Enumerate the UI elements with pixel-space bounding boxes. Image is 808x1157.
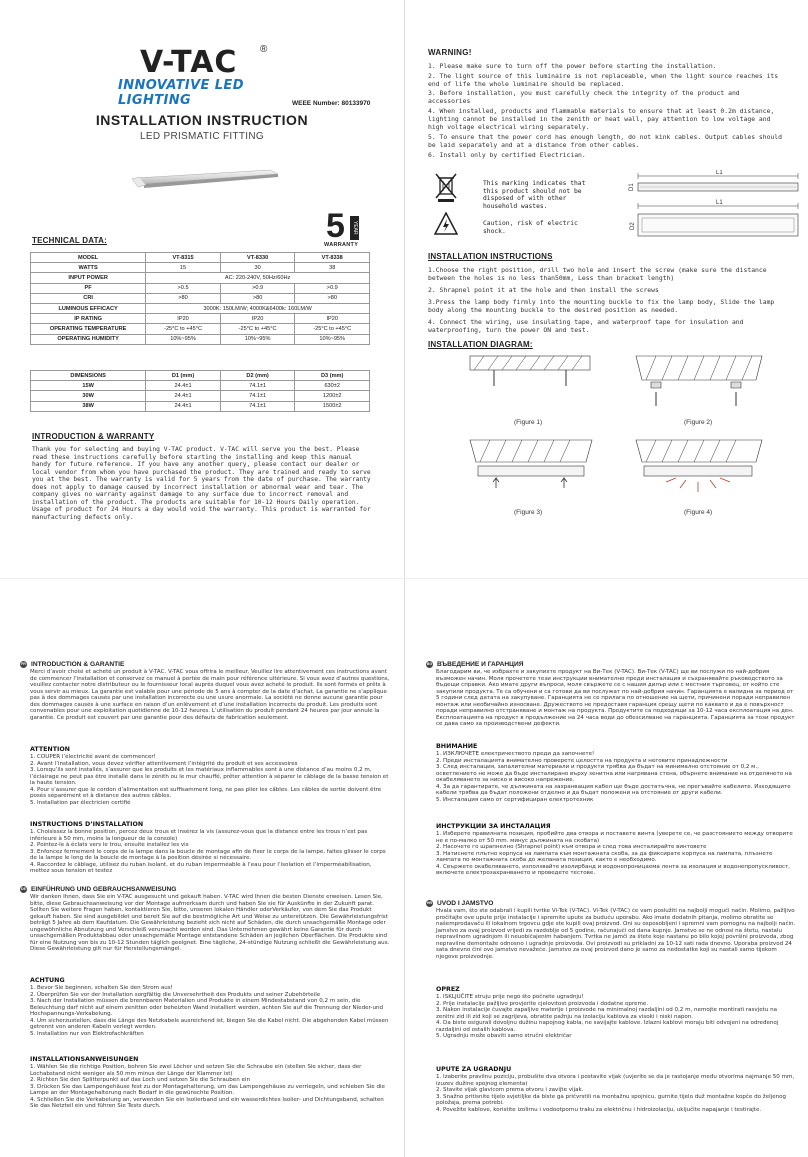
fr-attention-text: 1. COUPER l’électricité avant de commencer! 2. Avant l’installation, vous devez vérifier attentivement l’intégrité du produit et ses accessoires 3. Lorsqu’ils sont installés, s’assurer que les produits et les matériaux inflammables sont à une distance d’au moins 0,2 m, l’éclairage ne peut pas être installé dans le zénith ou le mur chauffé, prêter attention à séparer le câblage de la basse tension et la haute tension. 4. Pour s’assurer que le cordon d’alimentation est suffisamment long, ne pas plier les câbles. Les câbles de sortie doivent être posés séparément et à distance des autres câbles. 5. Installation par électricien certifié	[30, 754, 389, 806]
tech-row-label: MODEL	[31, 253, 146, 263]
warning-item: 3. Before installation, you must carefully check the integrity of the product and accessories	[428, 89, 740, 106]
warranty-years-number: 5	[326, 207, 345, 245]
figure-1-caption: (Figure 1)	[514, 419, 543, 426]
warranty-label: WARRANTY	[324, 242, 359, 248]
tech-row-label: PF	[31, 283, 146, 293]
warning-item: 2. The light source of this luminaire is not replaceable, when the light source reaches its end of life the whole luminaire should be replaced.	[428, 71, 779, 88]
page-fr-de	[0, 578, 404, 1157]
crossed-bin-icon	[434, 172, 458, 202]
tech-row-value: VT-8338	[295, 253, 370, 263]
section-fr-heading	[20, 661, 124, 668]
de-achtung-text: 1. Bevor Sie beginnen, schalten Sie den Strom aus! 2. Überprüfen Sie vor der Installation sorgfältig die Unversehrtheit des Produkts und seiner Zubehörteile 3. Nach der Installation müssen die brennbaren Materialien und Produkte in einem Mindestabstand von 0,2 m sein, die Beleuchtung darf nicht auf einem zenitten oder beheizten Wand installiert werden, achten Sie auf die Trennung der Nieder-und Hochspannungs-Verkabelung. 4. Um sicherzustellen, dass die Länge des Netzkabels ausreichend ist, biegen Sie die Kabel nicht. Die abgehenden Kabel müssen getrennt von anderen Kabeln verlegt werden. 5. Installation nur von Elektrofachkräften	[30, 985, 389, 1037]
hr-flag-icon: HR	[426, 901, 433, 905]
tech-row-value: >80	[220, 293, 295, 303]
tech-row-label: OPERATING TEMPERATURE	[31, 324, 146, 334]
dimension-row-value: 24.4±1	[146, 391, 221, 401]
installation-diagram-heading: INSTALLATION DIAGRAM:	[428, 340, 533, 349]
vtac-logo	[118, 44, 278, 108]
tech-row	[31, 283, 370, 293]
tech-row	[31, 303, 370, 313]
dimension-diagram	[618, 170, 803, 248]
warning-item: 4. When installed, products and flammable materials to ensure that at least 0.2m distance, lighting cannot be installed in the zenith or heat wall, pay attention to low voltage and high voltage electrical wiring separately.	[428, 106, 775, 132]
installation-step: 1.Choose the right position, drill two hole and insert the screw (make sure the distance between the holes is no less than50mm, Less than bracket length)	[428, 266, 767, 283]
bg-intro-title: ВЪВЕДЕНИЕ И ГАРАНЦИЯ	[437, 661, 524, 668]
dimensions-header-row	[31, 371, 370, 381]
dimension-row-value: 24.4±1	[146, 401, 221, 411]
tech-row	[31, 334, 370, 344]
dimension-row-value: 74.1±1	[220, 381, 295, 391]
diagram-l1-bottom: L1	[716, 200, 723, 206]
tech-row-value: 15	[146, 263, 221, 273]
tech-row-value: IP20	[146, 314, 221, 324]
dimensions-header-label: DIMENSIONS	[31, 371, 146, 381]
bg-intro-text: Благодарим ви, че избрахте и закупихте продукт на Ви-Тек (V-TAC). Ви-Тек (V-TAC) ще ви послужи по най-добрия възможен начин. Моля прочетете тези инструкции внимателно преди инсталация и съхранявайте ръководството за бъдещи справки. Ако имате други въпроси, моля свържете се с нашия дилър или с местния търговец, от който сте закупили продукта. Те са обучени и са готови да ви послужат по най-добрия начин. Гаранцията е валидна за период от 5 години след датата на закупуване. Гаранцията не се прилага по отношение на щети, причинени поради неправилен монтаж или необичайно износване. Дружеството не предоставя гаранция срещу щети по каквато и да е повърхност поради неправилно отстраняване и монтаж на продукта. Продуктите са подходящи за 10-12 часа експлоатация на ден. Експлоатацията на продукт в продължение на 24 часа води до обезсилване на гаранцията. Гаранцията за този продукт се дава само за производствени дефекти.	[436, 669, 795, 728]
tech-row	[31, 324, 370, 334]
dimension-row	[31, 391, 370, 401]
dimensions-header-d1: D1 (mm)	[146, 371, 221, 381]
tech-row-value: >0.9	[220, 283, 295, 293]
dimension-row	[31, 381, 370, 391]
fr-intro-text: Merci d’avoir choisi et acheté un produit à V-TAC. V-TAC vous offrira le meilleur. Veuillez lire attentivement ces instructions avant de commencer l’installation et conservez ce manuel à portée de main pour référence ultérieure. Si vous avez d’autres questions, veuillez contacter notre distributeur ou le fournisseur local auprès duquel vous avez acheté le produit. Ils sont formés et prêts à vous servir au mieux. La garantie est valable pour une période de 5 ans à compter de la date d’achat. La garantie ne s’applique pas à des dommages causés par une installation incorrecte ou une usure anormale. La société ne donne aucune garantie pour des dommages causés à une surface en raison d’un enlèvement et d’une installation incorrects du produit. Les produits sont convenables pour une exploitation quotidienne de 10-12 heures. L’utilisation du produit pendant 24 heures par jour annule la garantie. Ce produit est couvert par une garantie pour des défauts de fabrication seulement.	[30, 669, 390, 721]
page-title: INSTALLATION INSTRUCTION	[95, 112, 309, 128]
bg-attention-text: 1. ИЗКЛЮЧЕТЕ електричеството преди да започнете! 2. Преди инсталацията внимателно проверете целостта на продукта и неговите принадлежности 3. След инсталация, запалителни материали и продукти трябва да бъдат на минимално отстояние от 0,2 м., осветлението не може да бъде инсталирано върху зенитна или нагрявана стена, обърнете внимание на отделянето на окабеляването за ниско и високо напрежение. 4. За да гарантирате, че дължината на захранващия кабел ще бъде достатъчна, не прегъвайте кабелите. Изходящите кабели трябва да бъдат положени отделно и да бъдат положени на отстояние от други кабели. 5. Инсталация само от сертифициран електротехник	[436, 751, 792, 803]
dimension-row	[31, 401, 370, 411]
tech-row	[31, 263, 370, 273]
installation-step: 4. Connect the wiring, use insulating tape, and waterproof tape for insulation and waterproofing, turn the power ON and test.	[428, 317, 744, 334]
tech-row-label: INPUT POWER	[31, 273, 146, 283]
figure-2-caption: (Figure 2)	[684, 419, 713, 426]
hr-intro-text: Hvala vam, što ste odabrali i kupili tvrtke Vi-Tek (V-TAC). Vi-Tek (V-TAC) će vam poslužiti na najbolji mogući način. Molimo, pažljivo pročitajte ove upute prije instalacije i spremite upute za buduću uporabu. Ako imate dodatnih pitanja, molimo obratite se našemprodavaču ili lokalnom trgovcu gdje ste kupili ovaj proizvod. Oni su osposobljeni i spremni vam pomognu na najbolji način. Jamstvo za ovaj proizvod vrijedi za razdoblje od 5 godine, računajući od dana kupnje. Jamstvo se ne odnosi na štetu, nastalu nepravilnom ugradnjom ili neuobičajenim habanjem. Tvrtka ne jamči za štete koje nastanu po bilo kojoj površini proizvoda, zbog nepravilne demontaže odnosno i ugradnje proizvoda. Ovi proizvodi su prikladni za 10-12 sati rada dnevno. Uporaba proizvod 24 sata dnevno čini ovo jamstvo nevažeće. Jamstvo za ovaj proizvod dano je samo za nedostatke koji su nastali samo tijekom njegove proizvodnje.	[436, 908, 796, 960]
intro-warranty-heading: INTRODUCTION & WARRANTY	[32, 432, 155, 441]
warranty-badge	[322, 207, 366, 250]
product-subtitle: LED PRISMATIC FITTING	[140, 131, 264, 142]
tech-row-label: WATTS	[31, 263, 146, 273]
section-bg-heading	[426, 661, 523, 668]
figure-3	[470, 440, 592, 516]
warranty-year-label: YEAR	[350, 216, 359, 240]
section-hr-heading	[426, 900, 493, 907]
diagram-d1: D1	[629, 183, 635, 191]
hr-installation-text: 1. Izaberite pravilnu poziciju, probušite dva otvora i postavite vijak (uvjerite se da je rastojanje među otvorima najmanje 50 mm, izuzev dužine spojnog elementa) 2. Stavite vijak glavicom prema otvoru i zavijte vijak. 3. Snažno pritisnite tijelo svjetiljke da biste ga pričvrstili na montažnu spojnicu, gurnite tijelo duž montažne kopče do željenog položaja, prema potrebi. 4. Povežite kablove, koristite izolirnu i vodootpornu traku za električnu i hidroizolaciju, uključite napajanje i testirajte.	[436, 1074, 795, 1113]
tech-row	[31, 253, 370, 263]
section-de-heading	[20, 886, 176, 893]
dimensions-header-d2: D2 (mm)	[220, 371, 295, 381]
tech-row	[31, 293, 370, 303]
tech-row-value: AC: 220-240V, 50Hz/60Hz	[146, 273, 370, 283]
bg-installation-title: ИНСТРУКЦИИ ЗА ИНСТАЛАЦИЯ	[436, 823, 551, 830]
bin-notice-text: This marking indicates that this product should not be disposed of with other household wastes.	[483, 180, 586, 210]
diagram-d2: D2	[630, 222, 636, 230]
de-flag-icon: DE	[21, 887, 26, 891]
de-installation-text: 1. Wählen Sie die richtige Position, bohren Sie zwei Löcher und setzen Sie die Schraube ein (stellen Sie sicher, dass der Lochabstand nicht weniger als 50 mm minus der Länge der Klammer ist) 2. Richten Sie den Splitterpunkt auf das Loch und setzen Sie die Schrauben ein 3. Drücken Sie das Lampengehäuse fest zu der Montagehalterung, um das Lampengehäuse zu verriegeln, und schieben Sie die Lampe an der Montagehalterung nach Bedarf in die gewünschte Position. 4. Schließen Sie die Verkabelung an, verwenden Sie ein Isolierband und ein wasserdichtes Isolier- und Dichtungsband, schalten Sie das Netzteil ein und führen Sie Tests durch.	[30, 1064, 385, 1110]
hr-oprez-title: OPREZ	[436, 986, 460, 993]
fr-flag-icon: FR	[21, 662, 26, 666]
tech-row-value: >0.9	[295, 283, 370, 293]
tech-row-value: 10%~95%	[295, 334, 370, 344]
tech-row-value: >0.5	[146, 283, 221, 293]
tech-row	[31, 314, 370, 324]
dimension-row-value: 24.4±1	[146, 381, 221, 391]
tech-row-value: VT-8315	[146, 253, 221, 263]
dimensions-table	[30, 370, 370, 412]
notice-section	[428, 170, 808, 246]
installation-list	[428, 266, 784, 337]
hr-installation-title: UPUTE ZA UGRADNJU	[436, 1066, 512, 1073]
tech-row-value: >80	[146, 293, 221, 303]
tech-row-value: IP20	[295, 314, 370, 324]
tech-row-value: >80	[295, 293, 370, 303]
tech-row-value: -25°C to +45°C	[295, 324, 370, 334]
fr-installation-text: 1. Choisissez la bonne position, percez deux trous et insérez la vis (assurez-vous que la distance entre les trous n’est pas inférieure à 50 mm, moins la longueur de la console) 2. Pointez-le à éclats vers le trou, ensuite installez les vis 3. Enfoncez fermement le corps de la lampe dans la boucle de montage afin de fixer le corps de la lampe, faites glisser le corps de la lampe le long de la boucle de montage à la position désirée si nécessaire. 4. Raccordez le câblage, utilisez du ruban isolant, et du ruban imperméable à l’eau pour l’isolation et l’imperméabilisation, mettez sous tension et testez	[30, 829, 386, 875]
dimension-row-label: 30W	[31, 391, 146, 401]
page-bg-hr	[404, 578, 808, 1157]
tech-row-value: VT-8330	[220, 253, 295, 263]
tech-row-value: 30	[220, 263, 295, 273]
diagram-l1-top: L1	[716, 170, 723, 176]
tech-row-value: 3000K: 150LM/W; 4000K&6400k: 160LM/W	[146, 303, 370, 313]
warning-item: 6. Install only by certified Electrician.	[428, 150, 586, 159]
weee-number: WEEE Number: 80133970	[292, 100, 371, 107]
tech-row-value: 10%~95%	[146, 334, 221, 344]
tech-row	[31, 273, 370, 283]
tech-row-value: -25°C to +45°C	[220, 324, 295, 334]
hr-intro-title: UVOD I JAMSTVO	[437, 900, 494, 907]
tech-row-value: -25°C to +45°C	[146, 324, 221, 334]
figure-2	[636, 356, 762, 426]
lamp-product-image	[130, 168, 280, 190]
electric-shock-icon	[434, 212, 458, 236]
bg-flag-icon: BG	[426, 662, 433, 666]
figure-4	[636, 440, 762, 516]
tech-row-value: IP20	[220, 314, 295, 324]
warning-list	[428, 62, 784, 160]
tech-row-label: LUMINOUS EFFICACY	[31, 303, 146, 313]
installation-instructions-heading: INSTALLATION INSTRUCTIONS	[428, 252, 553, 261]
warning-heading: WARNING!	[428, 48, 472, 57]
installation-step: 2. Shrapnel point it at the hole and then install the screws	[428, 285, 659, 294]
dimension-row-value: 1500±2	[295, 401, 370, 411]
de-installation-title: INSTALLATIONSANWEISUNGEN	[30, 1056, 139, 1063]
de-intro-text: Wir danken Ihnen, dass Sie ein V-TAC ausgesucht und gekauft haben. V-TAC wird Ihnen die besten Dienste erweisen. Lesen Sie, bitte, diese Gebrauchsanweisung vor der Montage aufmerksam durch und haben Sie sie für Auskünfte in der Zukunft parat. Sollten Sie weitere Fragen haben, kontaktieren Sie, bitte, unseren lokalen Händler oderVerkäufer, von dem Sie das Produkt gekauft haben. Sie sind ausgebildet und bereit Sie auf die bestmögliche Art und Weise zu unterstützen. Die Gewährleistungsfrist beträgt 5 Jahre ab dem Kaufdatum. Die Gewährleistung bezieht sich nicht auf Schäden, die durch unsachgemäße Montage oder ungewöhnliche Abnutzung und Verschleiß verursacht worden sind. Das Unternehmen gewährt keine Garantie für durch unsachgemäßen Produktabbau oder unsachgemäße Montage entstandene Schäden an jeglichen Oberflächen. Die Produkte sind für eine Nutzung von bis zu 10-12 Stunden täglich geeignet. Eine tägliche, 24-stündige Nutzung schließt die Gewährleistung aus. Diese Gewährleistung gilt nur für Herstellungsmängel.	[30, 894, 390, 953]
dimension-row-value: 74.1±1	[220, 401, 295, 411]
dimension-row-value: 630±2	[295, 381, 370, 391]
figure-3-caption: (Figure 3)	[514, 509, 543, 516]
warning-item: 5. To ensure that the power cord has enough length, do not kink cables. Output cables should be laid separately and at a distance from other cables.	[428, 132, 782, 150]
de-achtung-title: ACHTUNG	[30, 977, 65, 984]
fr-attention-title: ATTENTION	[30, 746, 70, 753]
dimension-row-value: 74.1±1	[220, 391, 295, 401]
tech-row-label: CRI	[31, 293, 146, 303]
hr-oprez-text: 1. ISKLJUČITE struju prije nego što počnete ugradnju! 2. Prije instalacije pažljivo provjerite cjelovitost proizvoda i dodatne opreme. 3. Nakon instalacije čuvajte zapaljive materije i proizvode na minimalnoj razdaljini od 0,2 m, nemojte montirati rasvjetu na zenitni zid ili zid koji se zagrijeva, obratite pažnju na izolaciju kablova za visoki i niski napon. 4. Da biste osigurali dovoljnu dužinu napojnog kabla, ne savijajte kablove. Izlazni kablovi moraju biti odvojeni na određenoj razdaljini od ostalih kablova. 5. Ugradnju može obaviti samo stručni električar	[436, 994, 779, 1040]
dimension-row-value: 1200±2	[295, 391, 370, 401]
dimensions-header-d3: D3 (mm)	[295, 371, 370, 381]
tech-row-label: IP RATING	[31, 314, 146, 324]
tech-row-value: 38	[295, 263, 370, 273]
fr-installation-title: INSTRUCTIONS D’INSTALLATION	[30, 821, 144, 828]
logo-tagline: INNOVATIVE LED LIGHTING	[118, 78, 244, 108]
tech-row-value: 10%~95%	[220, 334, 295, 344]
fr-intro-title: INTRODUCTION & GARANTIE	[31, 661, 125, 668]
de-intro-title: EINFÜHRUNG UND GEBRAUCHSANWEISUNG	[31, 886, 177, 893]
dimension-row-label: 38W	[31, 401, 146, 411]
figure-4-caption: (Figure 4)	[684, 509, 713, 516]
tech-row-label: OPERATING HUMIDITY	[31, 334, 146, 344]
warning-item: 1. Please make sure to turn off the power before starting the installation.	[428, 62, 717, 70]
bg-attention-title: ВНИМАНИЕ	[436, 743, 478, 750]
logo-brand: V-TAC	[140, 45, 238, 80]
installation-step: 3.Press the lamp body firmly into the mounting buckle to fix the lamp body, Slide the lamp body along the mounting buckle to the desired position as needed.	[428, 297, 775, 314]
page-warning-installation	[404, 0, 808, 578]
dimension-row-label: 15W	[31, 381, 146, 391]
intro-warranty-text: Thank you for selecting and buying V-TAC product. V-TAC will serve you the best. Please read these instructions carefully before starting the installing and keep this manual handy for future reference. If you have any another query, please contact our dealer or local vendor from whom you have purchased the product. They are trained and ready to serve you at the best. The warranty is valid for 5 years from the date of purchase. The warranty does not apply to damage caused by incorrect installation or abnormal wear and tear. The company gives no warranty against damage to any surface due to incorrect removal and installation of the product. The products are suitable for 10-12 Hours Daily operation. Usage of product for 24 Hours a day would void the warranty. This product is warranted for manufacturing defects only.	[32, 446, 371, 521]
logo-registered-mark: ®	[260, 44, 268, 55]
page-cover	[0, 0, 404, 578]
bg-installation-text: 1. Изберете правилната позиция, пробийте два отвора и поставете винта (уверете се, че разстоянието между отворите не е по-малко от 50 mm. минус дължината на скобата) 2. Насочете го шрапнелно (Shrapnel point) към отвора и след това инсталирайте винтовете 3. Натиснете плътно корпуса на лампата към монтажната скоба, за да фиксирате корпуса на лампата, плъзнете лампата по монтажната скоба до желаната позиция, както е необходимо. 4. Свържете окабеляването, използвайте изолирбанд и водонепроницаема лента за изолация и водонепропускливост, включете електрозахранването и проведете тестове.	[436, 831, 793, 877]
figure-1	[470, 356, 590, 426]
technical-data-heading: TECHNICAL DATA:	[32, 236, 107, 245]
installation-figures	[466, 352, 766, 520]
shock-notice-text: Caution, risk of electric shock.	[483, 220, 578, 235]
technical-data-table	[30, 252, 370, 345]
